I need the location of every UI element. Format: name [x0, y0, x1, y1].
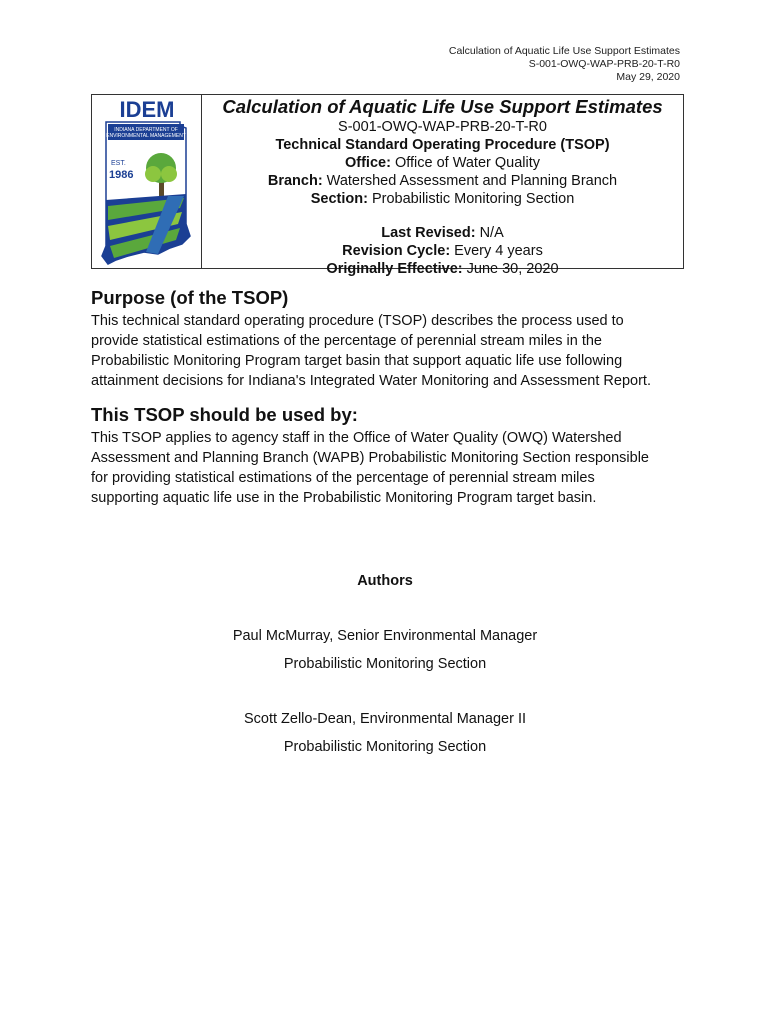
logo-wordmark: IDEM — [119, 97, 175, 122]
revision-cycle-line — [202, 242, 683, 260]
office-line — [202, 154, 683, 172]
idem-logo — [98, 96, 196, 268]
author-section: Probabilistic Monitoring Section — [283, 739, 487, 755]
usage-section — [91, 404, 691, 508]
author-section: Probabilistic Monitoring Section — [283, 656, 487, 672]
originally-effective-line — [202, 260, 683, 278]
revision-cycle-label: Revision Cycle: — [342, 243, 451, 259]
usage-line: This TSOP applies to agency staff in the Office of Water Quality (OWQ) Watershed — [91, 430, 622, 446]
document-type: Technical Standard Operating Procedure (TSOP) — [275, 137, 610, 153]
document-number: S-001-OWQ-WAP-PRB-20-T-R0 — [338, 119, 547, 135]
title-block — [91, 94, 684, 277]
purpose-heading: Purpose (of the TSOP) — [91, 287, 289, 308]
document-title: Calculation of Aquatic Life Use Support Estimates — [222, 96, 663, 117]
logo-cell — [92, 95, 202, 268]
authors-heading: Authors — [357, 573, 413, 589]
author-name: Paul McMurray, Senior Environmental Manager — [232, 628, 538, 644]
originally-effective-value: June 30, 2020 — [462, 261, 559, 277]
last-revised-value: N/A — [475, 225, 504, 241]
usage-paragraph — [91, 428, 691, 508]
field-rows-graphic — [102, 194, 190, 264]
last-revised-line — [202, 224, 683, 242]
purpose-line: provide statistical estimations of the percentage of perennial stream miles in the — [91, 333, 602, 349]
section-value: Probabilistic Monitoring Section — [367, 191, 575, 207]
usage-line: Assessment and Planning Branch (WAPB) Probabilistic Monitoring Section responsible — [91, 450, 649, 466]
office-value: Office of Water Quality — [390, 155, 540, 171]
running-header-doc-number: S-001-OWQ-WAP-PRB-20-T-R0 — [528, 58, 680, 70]
section-label: Section: — [310, 191, 368, 207]
branch-line — [202, 172, 683, 190]
running-header-date: May 29, 2020 — [616, 71, 680, 83]
revision-cycle-value: Every 4 years — [450, 243, 543, 259]
purpose-line: Probabilistic Monitoring Program target basin that support aquatic life use following — [91, 353, 623, 369]
originally-effective-label: Originally Effective: — [326, 261, 463, 277]
purpose-section — [91, 287, 691, 391]
last-revised-label: Last Revised: — [381, 225, 476, 241]
logo-est-year: 1986 — [109, 169, 134, 181]
branch-value: Watershed Assessment and Planning Branch — [322, 173, 618, 189]
running-header-title: Calculation of Aquatic Life Use Support Estimates — [448, 45, 680, 57]
usage-line: for providing statistical estimations of the percentage of perennial stream miles — [91, 470, 595, 486]
running-header — [449, 45, 680, 84]
purpose-line: attainment decisions for Indiana's Integrated Water Monitoring and Assessment Report. — [91, 373, 651, 389]
logo-dept-line1: INDIANA DEPARTMENT OF — [114, 127, 178, 133]
purpose-paragraph — [91, 311, 691, 391]
title-info — [202, 95, 683, 277]
branch-label: Branch: — [267, 173, 323, 189]
author-name: Scott Zello-Dean, Environmental Manager II — [243, 711, 527, 727]
usage-line: supporting aquatic life use in the Probabilistic Monitoring Program target basin. — [91, 490, 597, 506]
logo-dept-line2: ENVIRONMENTAL MANAGEMENT — [106, 133, 186, 139]
usage-heading: This TSOP should be used by: — [91, 404, 358, 425]
section-line — [202, 190, 683, 208]
purpose-line: This technical standard operating procedure (TSOP) describes the process used to — [91, 313, 624, 329]
office-label: Office: — [345, 155, 391, 171]
logo-est-label: EST. — [111, 160, 126, 167]
